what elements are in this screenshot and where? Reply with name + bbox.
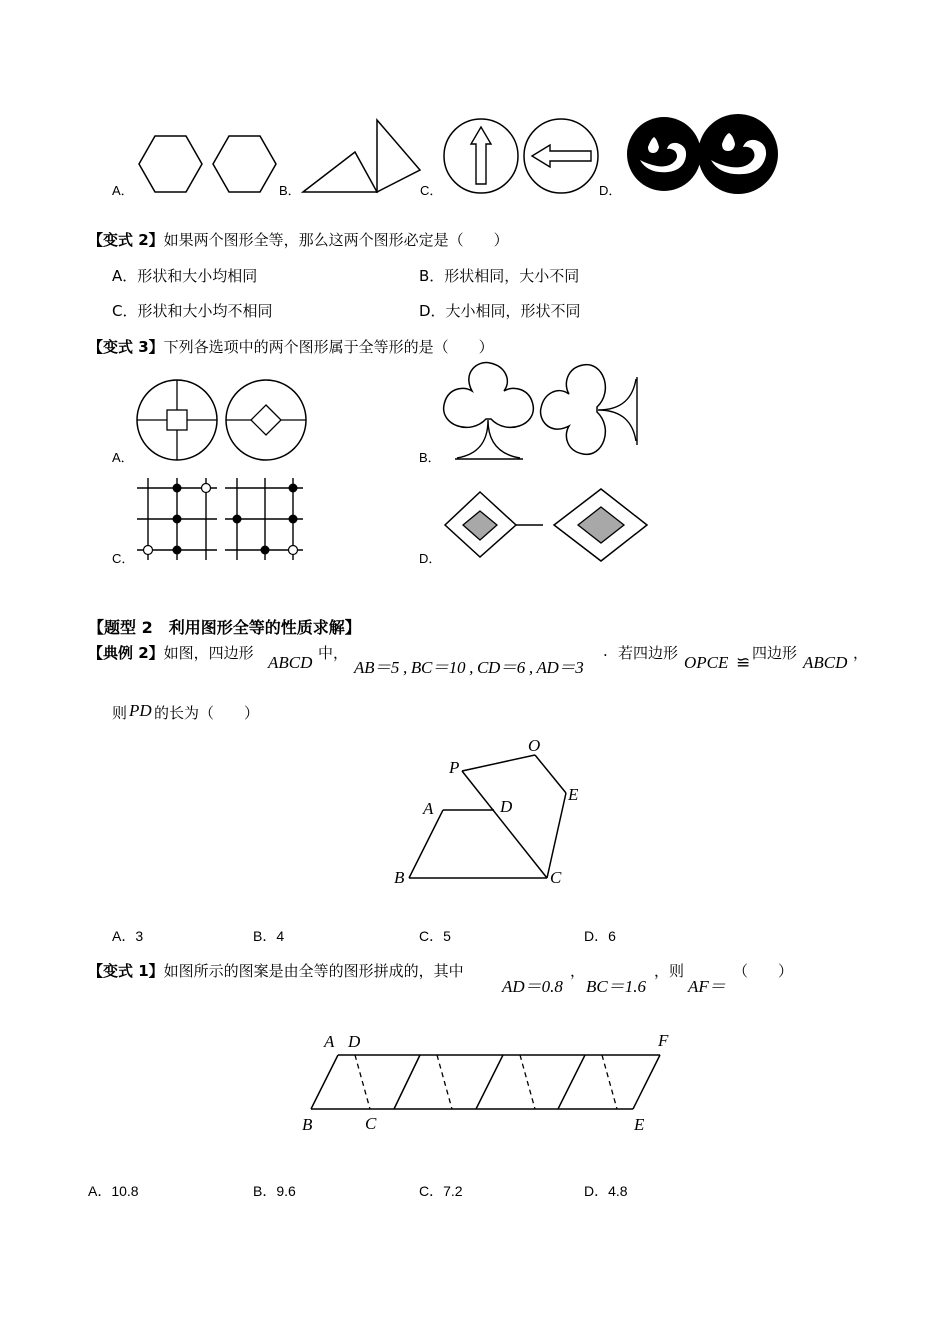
example-2-seg: PD (129, 701, 152, 720)
example-2-tag: 【典例 2】 (88, 644, 164, 662)
option-d-label: D． (599, 183, 622, 198)
variant-2-tag: 【变式 2】 (88, 231, 164, 249)
example-2-ask: 的长为（ ） (154, 704, 260, 722)
example-2-cong: ≌ (736, 653, 751, 672)
example-2-option-b[interactable]: B．4 (253, 928, 285, 944)
example-2-dot: . (603, 642, 608, 660)
variant-2-option-c[interactable]: C．形状和大小均不相同 (112, 302, 273, 320)
variant-1-bc: BC＝1.6 (586, 977, 646, 996)
strip-label-b: B (302, 1115, 313, 1134)
option-a-label: A． (112, 183, 134, 198)
strip-label-a: A (324, 1032, 335, 1051)
example-2-comma: ， (853, 644, 869, 662)
variant-1-ad: AD＝0.8 (502, 977, 563, 996)
strip-label-e: E (634, 1115, 645, 1134)
example-2-conditions: AB＝5 , BC＝10 , CD＝6 , AD＝3 (354, 658, 584, 677)
strip-label-c: C (365, 1114, 377, 1133)
option-c-label: C． (420, 183, 443, 198)
variant-1-paren: （ ） (733, 962, 794, 980)
variant-2-option-a[interactable]: A．形状和大小均相同 (112, 267, 258, 285)
label-d: D (500, 797, 513, 816)
variant-3-option-b-label: B． (419, 450, 441, 465)
label-p: P (449, 758, 460, 777)
variant-2-option-b[interactable]: B．形状相同，大小不同 (419, 267, 580, 285)
example-2-if: 若四边形 (618, 644, 679, 662)
variant-3-option-d-label: D． (419, 551, 442, 566)
type-2-heading: 【题型 2 利用图形全等的性质求解】 (88, 618, 361, 637)
variant-3-tag: 【变式 3】 (88, 338, 164, 356)
variant-2-stem: 如果两个图形全等，那么这两个图形必定是（ ） (163, 231, 509, 249)
example-2-option-a[interactable]: A．3 (112, 928, 144, 944)
example-2-option-d[interactable]: D．6 (584, 928, 616, 944)
variant-3-option-a-label: A． (112, 450, 134, 465)
example-2-quad: ABCD (268, 653, 313, 672)
label-b: B (394, 868, 405, 887)
variant-1-option-b[interactable]: B．9.6 (253, 1183, 296, 1199)
variant-1-option-c[interactable]: C．7.2 (419, 1183, 463, 1199)
example-2-quad2: OPCE (684, 653, 729, 672)
variant-1-tag: 【变式 1】 (88, 962, 164, 980)
variant-1-option-a[interactable]: A．10.8 (88, 1183, 139, 1199)
label-c: C (550, 868, 562, 887)
example-2-then: 则 (112, 704, 128, 722)
example-2-lead: 如图，四边形 (163, 644, 254, 662)
variant-1-comma2: ，则 (654, 962, 685, 980)
example-2-quad3: ABCD (803, 653, 848, 672)
variant-3-stem: 下列各选项中的两个图形属于全等形的是（ ） (163, 338, 494, 356)
example-2-mid: 中， (318, 644, 349, 662)
strip-label-f: F (658, 1031, 669, 1050)
label-e: E (568, 785, 579, 804)
strip-label-d: D (348, 1032, 361, 1051)
variant-1-comma1: ， (570, 962, 586, 980)
option-b-label: B． (279, 183, 301, 198)
example-2-option-c[interactable]: C．5 (419, 928, 451, 944)
variant-1-af: AF＝ (688, 977, 726, 996)
variant-3-option-c-label: C． (112, 551, 135, 566)
variant-1-option-d[interactable]: D．4.8 (584, 1183, 628, 1199)
label-a: A (423, 799, 434, 818)
variant-1-stem: 如图所示的图案是由全等的图形拼成的，其中 (163, 962, 464, 980)
variant-2-option-d[interactable]: D．大小相同，形状不同 (419, 302, 581, 320)
label-o: O (528, 736, 541, 755)
example-2-quad3-lead: 四边形 (752, 644, 798, 662)
